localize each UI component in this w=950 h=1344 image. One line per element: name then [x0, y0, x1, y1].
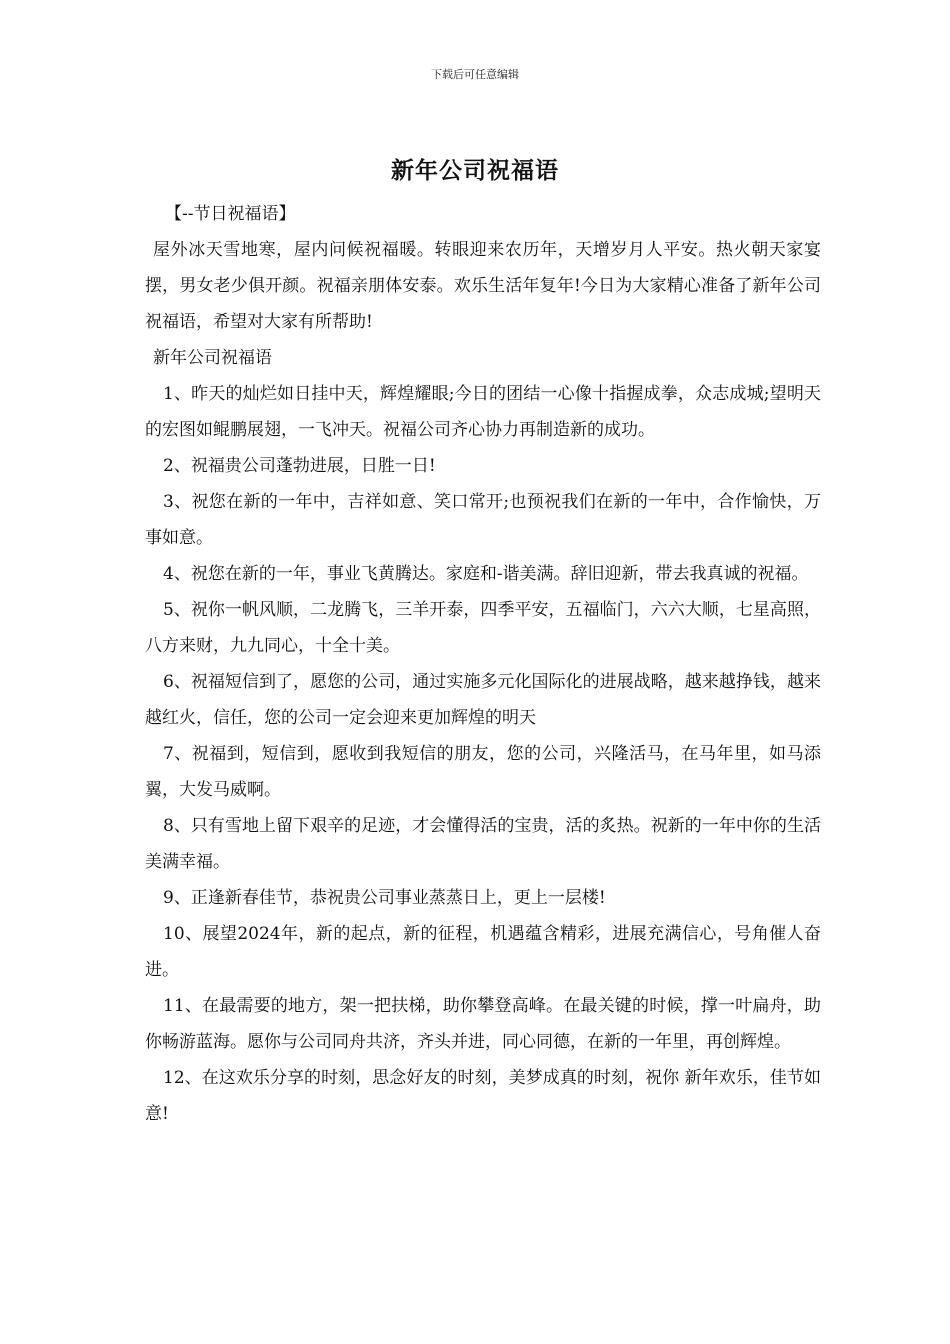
- wish-item-12: 12、在这欢乐分享的时刻，思念好友的时刻，美梦成真的时刻，祝你 新年欢乐，佳节如意!: [145, 1068, 821, 1124]
- wish-item-5: 5、祝你一帆风顺，二龙腾飞，三羊开泰，四季平安，五福临门，六六大顺，七星高照，八方来财，九九同心，十全十美。: [145, 600, 821, 656]
- intro-paragraph: 屋外冰天雪地寒，屋内问候祝福暖。转眼迎来农历年，天增岁月人平安。热火朝天家宴摆，男女老少俱开颜。祝福亲朋体安泰。欢乐生活年复年!今日为大家精心准备了新年公司祝福语，希望对大家有所帮助!: [145, 240, 821, 332]
- document-body: [145, 196, 821, 1132]
- wish-item-1: 1、昨天的灿烂如日挂中天，辉煌耀眼;今日的团结一心像十指握成拳，众志成城;望明天的宏图如鲲鹏展翅，一飞冲天。祝福公司齐心协力再制造新的成功。: [145, 384, 821, 440]
- wish-item-8: 8、只有雪地上留下艰辛的足迹，才会懂得活的宝贵，活的炙热。祝新的一年中你的生活美满幸福。: [145, 816, 821, 872]
- wish-item-10: 10、展望2024年，新的起点，新的征程，机遇蕴含精彩，进展充满信心，号角催人奋进。: [145, 924, 821, 980]
- wish-item-7: 7、祝福到，短信到，愿收到我短信的朋友，您的公司，兴隆活马，在马年里，如马添翼，大发马威啊。: [145, 744, 821, 800]
- wish-item-11: 11、在最需要的地方，架一把扶梯，助你攀登高峰。在最关键的时候，撑一叶扁舟，助你畅游蓝海。愿你与公司同舟共济，齐头并进，同心同德，在新的一年里，再创辉煌。: [145, 996, 821, 1052]
- document-title: 新年公司祝福语: [391, 157, 559, 184]
- section-label: 【--节日祝福语】: [165, 204, 296, 224]
- wish-item-4: 4、祝您在新的一年，事业飞黄腾达。家庭和-谐美满。辞旧迎新，带去我真诚的祝福。: [163, 564, 809, 584]
- wish-item-2: 2、祝福贵公司蓬勃进展，日胜一日!: [163, 456, 436, 476]
- header-note: 下载后可任意编辑: [431, 68, 519, 81]
- wish-item-3: 3、祝您在新的一年中，吉祥如意、笑口常开;也预祝我们在新的一年中，合作愉快，万事如意。: [145, 492, 821, 548]
- wish-item-9: 9、正逢新春佳节，恭祝贵公司事业蒸蒸日上，更上一层楼!: [163, 888, 606, 908]
- wish-item-6: 6、祝福短信到了，愿您的公司，通过实施多元化国际化的进展战略，越来越挣钱，越来越红火，信任，您的公司一定会迎来更加辉煌的明天: [145, 672, 821, 728]
- subheading: 新年公司祝福语: [153, 348, 272, 368]
